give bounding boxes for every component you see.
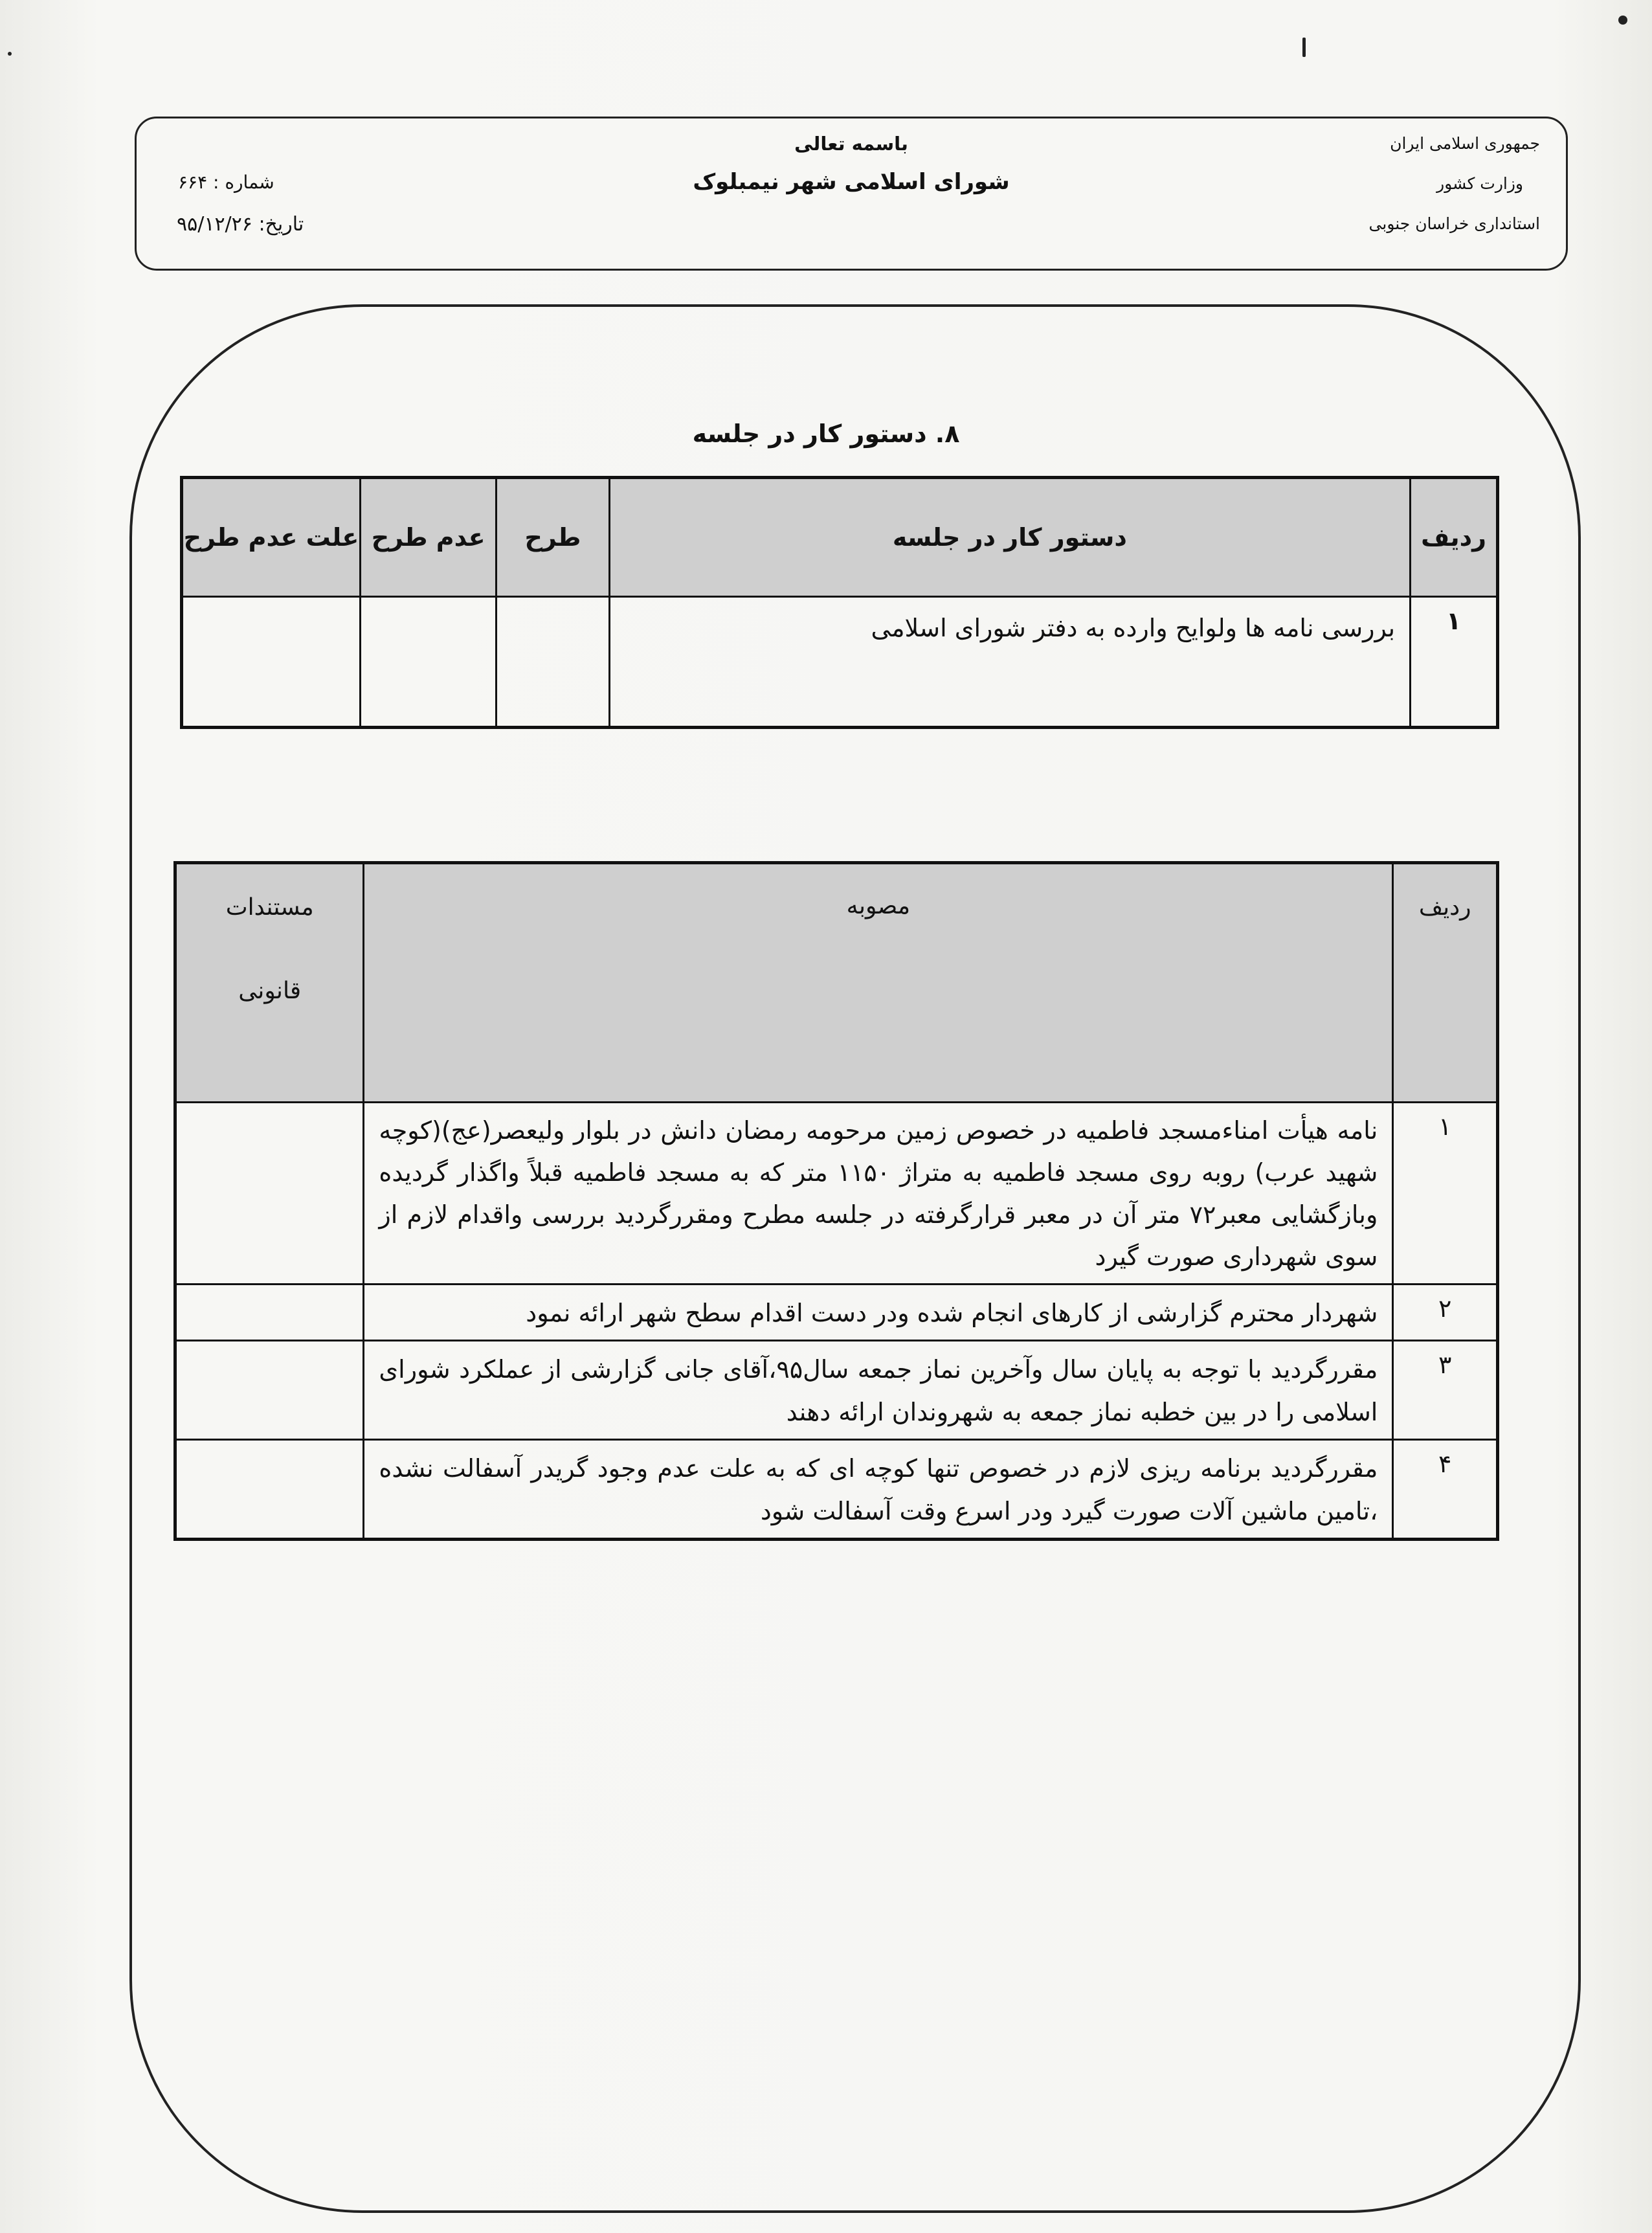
scan-mark	[1302, 38, 1306, 57]
mostanadat-line1: مستندات	[225, 894, 314, 921]
resolutions-header-row	[175, 863, 1498, 1103]
adam-tarh-cell	[360, 597, 496, 728]
resolution-text: مقررگردید برنامه ریزی لازم در خصوص تنها کوچه ای که به علت عدم وجود گریدر آسفالت نشده ،تامین ماشین آلات صورت گیرد ودر اسرع وقت آسفالت شود	[364, 1440, 1393, 1540]
letter-date	[177, 213, 304, 236]
row-number: ۱	[1393, 1103, 1498, 1285]
table-row	[175, 1285, 1498, 1341]
council-name: شورای اسلامی شهر نیمبلوک	[693, 169, 1010, 195]
col-mosavabeh: مصوبه	[364, 863, 1393, 1103]
resolution-text: شهردار محترم گزارشی از کارهای انجام شده ودر دست اقدام سطح شهر ارائه نمود	[364, 1285, 1393, 1341]
governorate-name: استانداری خراسان جنوبی	[1368, 214, 1540, 233]
col-dastur: دستور کار در جلسه	[609, 478, 1411, 597]
mostanadat-cell	[175, 1103, 364, 1285]
col-mostanadat	[175, 863, 364, 1103]
resolution-text: مقررگردید با توجه به پایان سال وآخرین نماز جمعه سال۹۵،آقای جانی گزارشی از عملکرد شورای اسلامی را در بین خطبه نماز جمعه به شهروندان ارائه دهند	[364, 1341, 1393, 1440]
ellat-cell	[182, 597, 361, 728]
tarh-cell	[497, 597, 609, 728]
row-number: ۳	[1393, 1341, 1498, 1440]
agenda-header-row	[182, 478, 1498, 597]
letter-number	[178, 172, 274, 193]
col-radif: ردیف	[1393, 863, 1498, 1103]
ministry-name: وزارت کشور	[1436, 174, 1523, 193]
col-radif: ردیف	[1411, 478, 1498, 597]
table-row	[175, 1103, 1498, 1285]
country-name: جمهوری اسلامی ایران	[1390, 134, 1540, 153]
agenda-table	[180, 476, 1499, 729]
agenda-item: بررسی نامه ها ولوایح وارده به دفتر شورای اسلامی	[609, 597, 1411, 728]
resolutions-table	[173, 861, 1499, 1541]
table-row	[175, 1440, 1498, 1540]
table-row	[175, 1341, 1498, 1440]
table-row	[182, 597, 1498, 728]
resolution-text: نامه هیأت امناءمسجد فاطمیه در خصوص زمین مرحومه رمضان دانش در بلوار ولیعصر(عج)(کوچه شهید عرب) روبه روی مسجد فاطمیه به متراژ ۱۱۵۰ متر که به مسجد فاطمیه قبلاً واگذار گردیده وبازگشایی معبر۷۲ متر آن در معبر قرارگرفته در جلسه مطرح ومقررگردید بررسی واقدام لازم از سوی شهرداری صورت گیرد	[364, 1103, 1393, 1285]
row-number: ۲	[1393, 1285, 1498, 1341]
letterhead-box	[135, 117, 1568, 271]
mostanadat-cell	[175, 1341, 364, 1440]
col-ellat-adam-tarh: علت عدم طرح	[182, 478, 361, 597]
mostanadat-line2: قانونی	[238, 978, 302, 1004]
mostanadat-cell	[175, 1440, 364, 1540]
col-tarh: طرح	[497, 478, 609, 597]
number-label: شماره :	[213, 172, 274, 193]
bismillah: باسمه تعالی	[794, 133, 908, 155]
date-label: تاریخ:	[258, 213, 304, 236]
section-title: ۸. دستور کار در جلسه	[692, 420, 960, 448]
row-number: ۱	[1411, 597, 1498, 728]
mostanadat-cell	[175, 1285, 364, 1341]
col-adam-tarh: عدم طرح	[360, 478, 496, 597]
scan-mark	[1618, 16, 1627, 25]
row-number: ۴	[1393, 1440, 1498, 1540]
date-value: ۹۵/۱۲/۲۶	[177, 213, 252, 236]
number-value: ۶۶۴	[178, 172, 208, 193]
scan-mark	[8, 52, 12, 56]
